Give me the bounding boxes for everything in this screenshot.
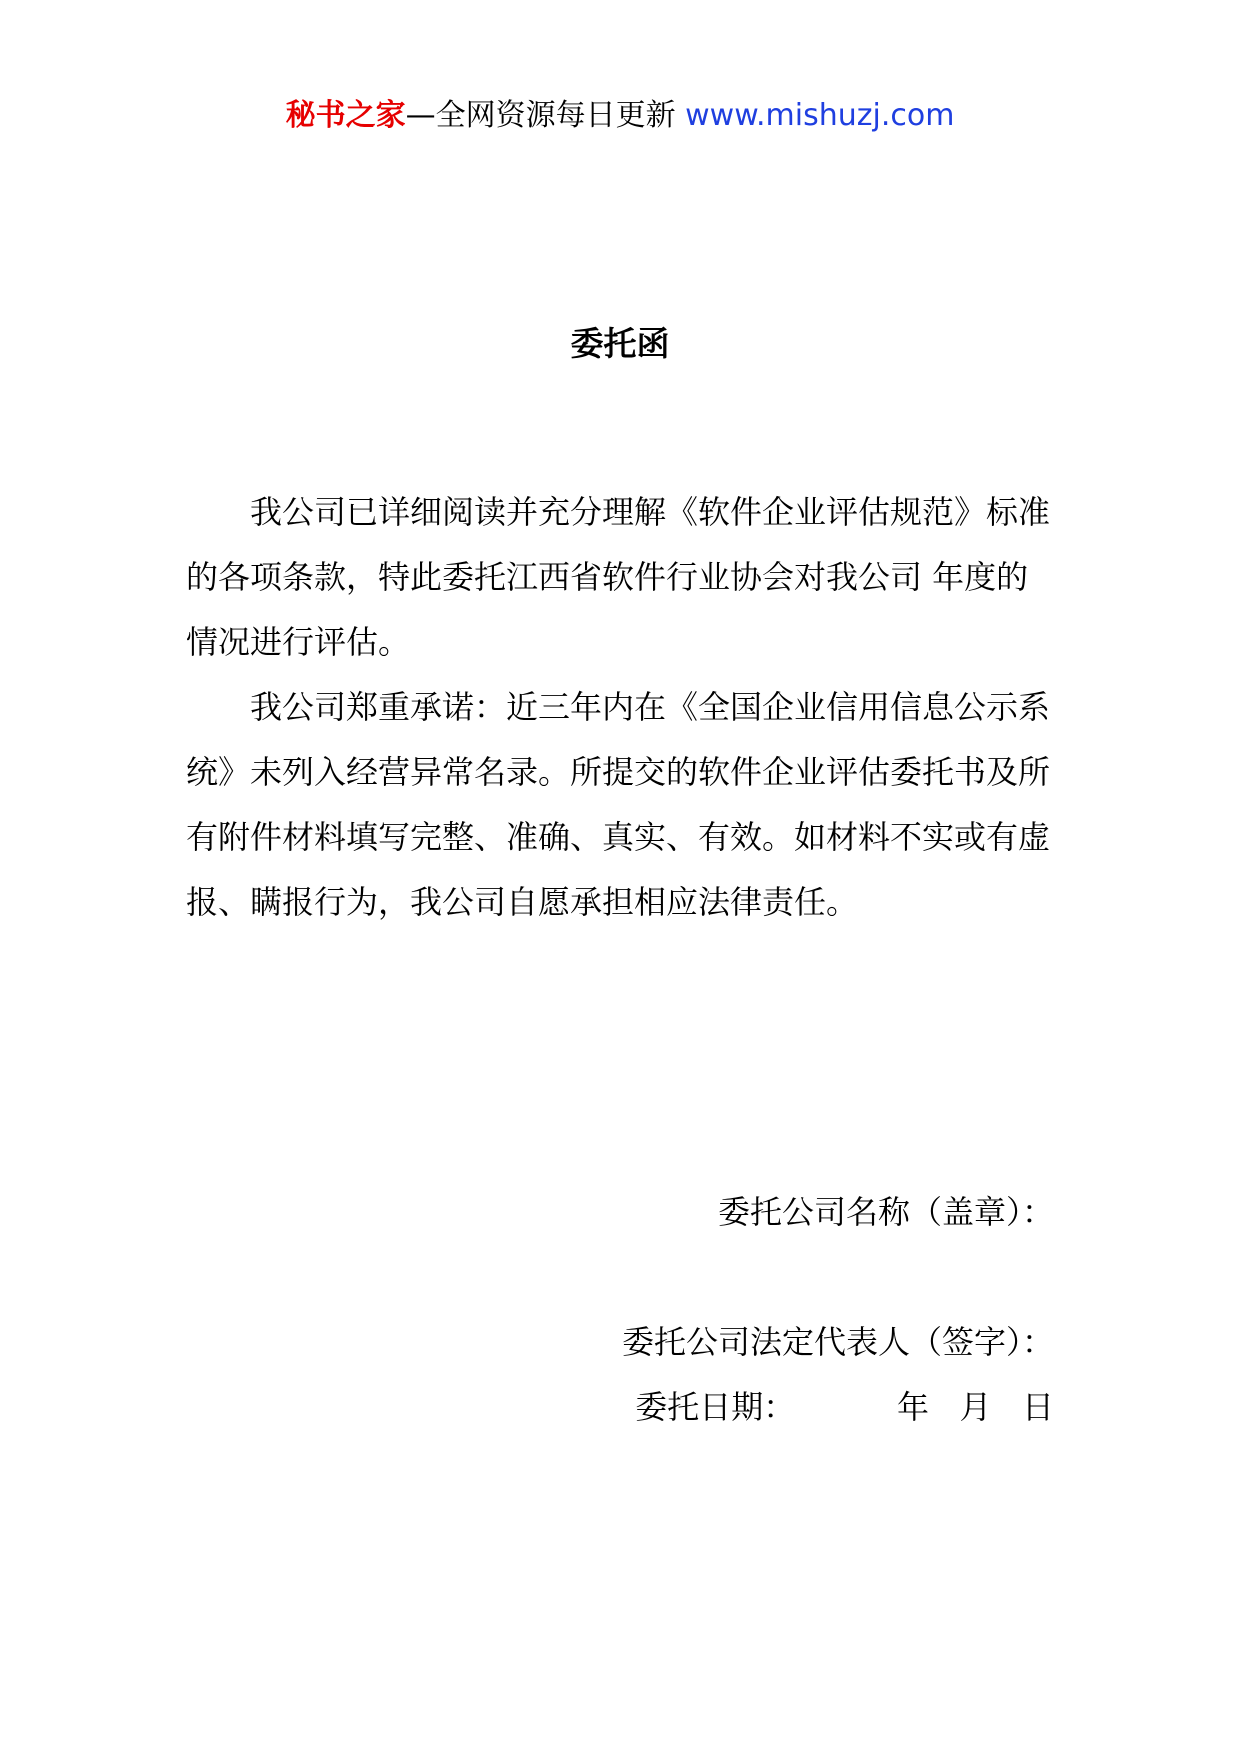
- site-brand: 秘书之家: [285, 98, 406, 133]
- representative-signature-label: 委托公司法定代表人（签字）：: [621, 1323, 1054, 1361]
- document-body: [186, 480, 1054, 935]
- company-seal-label: 委托公司名称（盖章）：: [717, 1193, 1054, 1231]
- site-tagline: —全网资源每日更新: [405, 98, 686, 133]
- body-paragraph-1: 我公司已详细阅读并充分理解《软件企业评估规范》标准的各项条款，特此委托江西省软件行业协会对我公司 年度的情况进行评估。: [186, 493, 1051, 661]
- site-url-link[interactable]: www.mishuzj.com: [685, 98, 955, 133]
- date-label: 委托日期： 年 月 日: [635, 1388, 1054, 1426]
- document-title: 委托函: [570, 324, 670, 363]
- site-header: [0, 96, 1240, 136]
- body-paragraph-2: 我公司郑重承诺：近三年内在《全国企业信用信息公示系统》未列入经营异常名录。所提交的软件企业评估委托书及所有附件材料填写完整、准确、真实、有效。如材料不实或有虚报、瞒报行为，我公司自愿承担相应法律责任。: [186, 688, 1051, 921]
